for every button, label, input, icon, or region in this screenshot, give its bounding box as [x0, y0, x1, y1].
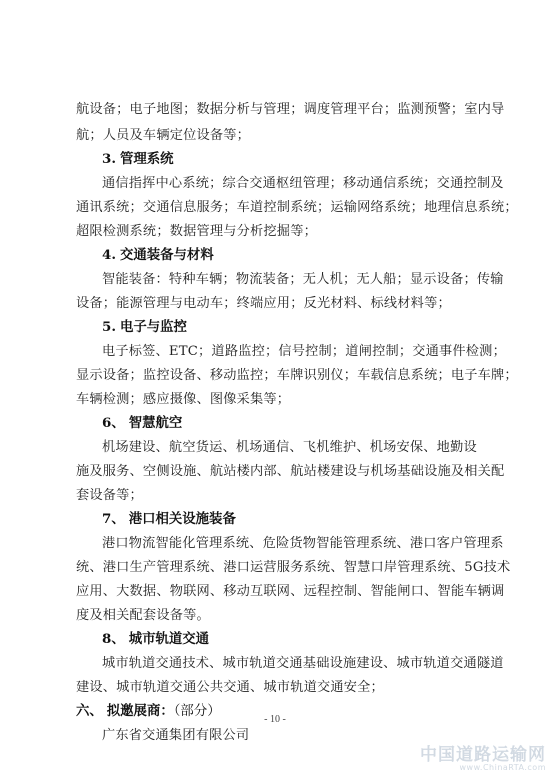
body-text-line: 机场建设、航空货运、机场通信、飞机维护、机场安保、地勤设: [102, 440, 477, 455]
watermark-logo: [420, 740, 546, 772]
page-number: - 10 -: [264, 714, 286, 725]
section-number: 3.: [102, 151, 116, 167]
section-number: 6、: [102, 415, 125, 431]
body-text-line: 通信指挥中心系统；综合交通枢纽管理；移动通信系统；交通控制及: [102, 176, 504, 191]
section-heading: [102, 415, 182, 432]
body-text-line: 设备；能源管理与电动车；终端应用；反光材料、标线材料等；: [76, 296, 451, 311]
watermark-title: 中国道路运输网: [420, 745, 546, 765]
body-text-line: 车辆检测；感应摄像、图像采集等；: [76, 392, 291, 407]
section-heading: [102, 151, 174, 168]
section-title: 智慧航空: [128, 415, 183, 431]
body-text-line: 施及服务、空侧设施、航站楼内部、航站楼建设与机场基础设施及相关配: [76, 464, 505, 479]
watermark-url: www.ChinaRTA.com: [459, 763, 546, 772]
section-heading: [102, 247, 214, 264]
body-text-line: 应用、大数据、物联网、移动互联网、远程控制、智能闸口、智能车辆调: [76, 584, 505, 599]
section-title: 城市轨道交通: [128, 631, 210, 647]
section-title: 拟邀展商：: [106, 703, 174, 719]
section-number: 8、: [102, 631, 125, 647]
section-number: 7、: [102, 511, 125, 527]
section-title: 管理系统: [119, 151, 174, 167]
exhibitor-name: 广东省交通集团有限公司: [102, 728, 250, 743]
section-note: （部分）: [173, 704, 221, 719]
section-title: 电子与监控: [119, 319, 187, 335]
section-title: 港口相关设施装备: [128, 511, 236, 527]
section-heading: [102, 319, 187, 336]
section-number: 六、: [76, 703, 103, 719]
body-text-line: 统、港口生产管理系统、港口运营服务系统、智慧口岸管理系统、5G技术: [76, 560, 511, 575]
body-text-line: 套设备等；: [76, 488, 143, 503]
body-text-line: 电子标签、ETC；道路监控；信号控制；道闸控制；交通事件检测；: [102, 344, 506, 359]
body-text-line: 港口物流智能化管理系统、危险货物智能管理系统、港口客户管理系: [102, 536, 504, 551]
section-number: 4.: [102, 247, 116, 263]
section-heading: [102, 511, 236, 528]
body-text-line: 建设、城市轨道交通公共交通、城市轨道交通安全；: [76, 680, 384, 695]
body-text-line: 超限检测系统；数据管理与分析挖掘等；: [76, 224, 317, 239]
body-text-line: 城市轨道交通技术、城市轨道交通基础设施建设、城市轨道交通隧道: [102, 656, 504, 671]
section-heading: [102, 631, 209, 648]
body-text-line: 航；人员及车辆定位设备等；: [76, 128, 251, 143]
body-text-line: 智能装备：特种车辆；物流装备；无人机；无人船；显示设备；传输: [102, 272, 504, 287]
body-text-line: 通讯系统；交通信息服务；车道控制系统；运输网络系统；地理信息系统；: [76, 200, 518, 215]
body-text-line: 度及相关配套设备等。: [76, 608, 210, 623]
body-text-line: 显示设备；监控设备、移动监控；车牌识别仪；车载信息系统；电子车牌；: [76, 368, 518, 383]
body-text-line: 航设备；电子地图；数据分析与管理；调度管理平台；监测预警；室内导: [76, 102, 505, 117]
section-title: 交通装备与材料: [119, 247, 214, 263]
section-number: 5.: [102, 319, 116, 335]
